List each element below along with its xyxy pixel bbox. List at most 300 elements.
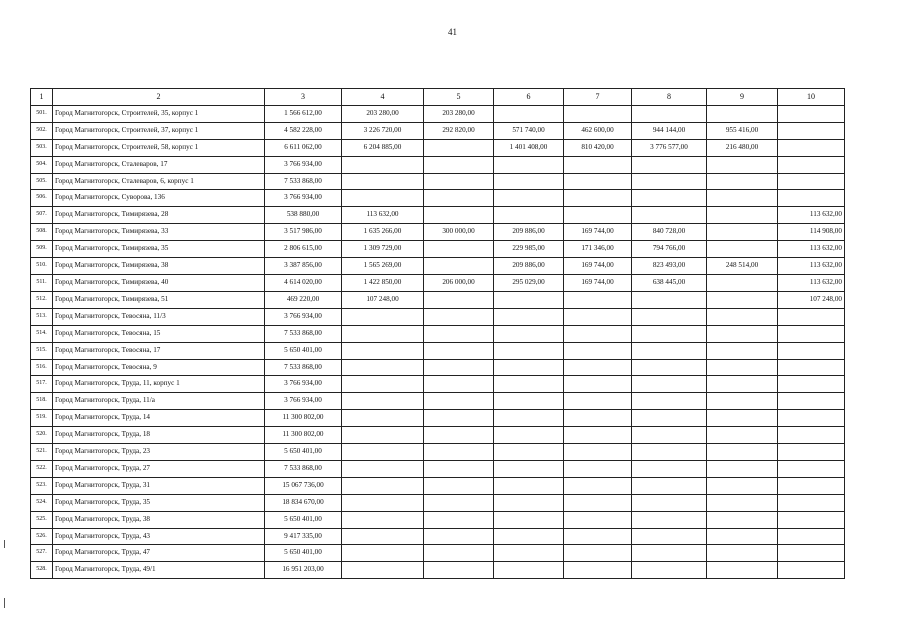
amount-cell bbox=[424, 528, 494, 545]
amount-cell: 6 611 062,00 bbox=[265, 139, 342, 156]
amount-cell bbox=[424, 207, 494, 224]
amount-cell bbox=[632, 528, 707, 545]
row-number: 526. bbox=[31, 528, 53, 545]
row-number: 511. bbox=[31, 274, 53, 291]
amount-cell bbox=[564, 460, 632, 477]
table-row bbox=[31, 528, 845, 545]
row-number: 518. bbox=[31, 393, 53, 410]
page-number: 41 bbox=[448, 27, 457, 37]
amount-cell bbox=[778, 342, 845, 359]
amount-cell bbox=[342, 477, 424, 494]
amount-cell bbox=[707, 460, 778, 477]
address-cell: Город Магнитогорск, Сталеваров, 6, корпус 1 bbox=[53, 173, 265, 190]
amount-cell: 206 000,00 bbox=[424, 274, 494, 291]
amount-cell bbox=[494, 376, 564, 393]
amount-cell bbox=[707, 562, 778, 579]
amount-cell: 113 632,00 bbox=[778, 258, 845, 275]
amount-cell bbox=[494, 427, 564, 444]
amount-cell: 638 445,00 bbox=[632, 274, 707, 291]
amount-cell bbox=[424, 342, 494, 359]
table-row bbox=[31, 224, 845, 241]
amount-cell bbox=[494, 308, 564, 325]
amount-cell: 3 766 934,00 bbox=[265, 308, 342, 325]
amount-cell bbox=[564, 562, 632, 579]
column-header: 9 bbox=[707, 89, 778, 106]
table-row bbox=[31, 460, 845, 477]
amount-cell bbox=[424, 393, 494, 410]
amount-cell: 1 566 612,00 bbox=[265, 105, 342, 122]
column-header: 1 bbox=[31, 89, 53, 106]
amount-cell bbox=[632, 494, 707, 511]
amount-cell bbox=[632, 393, 707, 410]
address-cell: Город Магнитогорск, Сталеваров, 17 bbox=[53, 156, 265, 173]
amount-cell: 1 565 269,00 bbox=[342, 258, 424, 275]
amount-cell bbox=[494, 444, 564, 461]
amount-cell bbox=[707, 359, 778, 376]
amount-cell bbox=[564, 427, 632, 444]
row-number: 527. bbox=[31, 545, 53, 562]
table-row bbox=[31, 410, 845, 427]
row-number: 508. bbox=[31, 224, 53, 241]
amount-cell bbox=[342, 410, 424, 427]
amount-cell bbox=[707, 274, 778, 291]
amount-cell: 107 248,00 bbox=[778, 291, 845, 308]
amount-cell bbox=[632, 427, 707, 444]
amount-cell bbox=[494, 190, 564, 207]
amount-cell: 944 144,00 bbox=[632, 122, 707, 139]
amount-cell bbox=[707, 511, 778, 528]
amount-cell: 3 766 934,00 bbox=[265, 156, 342, 173]
address-cell: Город Магнитогорск, Тевосяна, 11/3 bbox=[53, 308, 265, 325]
amount-cell bbox=[778, 494, 845, 511]
amount-cell bbox=[342, 494, 424, 511]
amount-cell bbox=[424, 291, 494, 308]
amount-cell bbox=[707, 105, 778, 122]
table-row bbox=[31, 393, 845, 410]
amount-cell bbox=[632, 410, 707, 427]
amount-cell: 11 300 802,00 bbox=[265, 427, 342, 444]
amount-cell bbox=[778, 376, 845, 393]
amount-cell bbox=[707, 427, 778, 444]
address-cell: Город Магнитогорск, Труда, 43 bbox=[53, 528, 265, 545]
address-cell: Город Магнитогорск, Труда, 11/а bbox=[53, 393, 265, 410]
amount-cell: 203 280,00 bbox=[424, 105, 494, 122]
amount-cell bbox=[778, 190, 845, 207]
amount-cell bbox=[424, 460, 494, 477]
row-number: 503. bbox=[31, 139, 53, 156]
address-cell: Город Магнитогорск, Тимирязева, 38 bbox=[53, 258, 265, 275]
amount-cell bbox=[494, 359, 564, 376]
column-header: 5 bbox=[424, 89, 494, 106]
amount-cell bbox=[424, 494, 494, 511]
amount-cell: 3 766 934,00 bbox=[265, 190, 342, 207]
table-row bbox=[31, 494, 845, 511]
address-cell: Город Магнитогорск, Труда, 18 bbox=[53, 427, 265, 444]
amount-cell bbox=[494, 325, 564, 342]
amount-cell bbox=[342, 376, 424, 393]
amount-cell bbox=[778, 528, 845, 545]
amount-cell bbox=[778, 173, 845, 190]
table-row bbox=[31, 274, 845, 291]
amount-cell bbox=[494, 291, 564, 308]
amount-cell bbox=[632, 325, 707, 342]
row-number: 501. bbox=[31, 105, 53, 122]
address-cell: Город Магнитогорск, Труда, 35 bbox=[53, 494, 265, 511]
amount-cell: 840 728,00 bbox=[632, 224, 707, 241]
table-row bbox=[31, 156, 845, 173]
table-row bbox=[31, 190, 845, 207]
row-number: 519. bbox=[31, 410, 53, 427]
amount-cell: 794 766,00 bbox=[632, 241, 707, 258]
amount-cell bbox=[424, 325, 494, 342]
amount-cell bbox=[424, 359, 494, 376]
amount-cell: 6 204 885,00 bbox=[342, 139, 424, 156]
row-number: 521. bbox=[31, 444, 53, 461]
amount-cell bbox=[778, 545, 845, 562]
table-header-row bbox=[31, 89, 845, 106]
amount-cell bbox=[564, 308, 632, 325]
amount-cell bbox=[424, 427, 494, 444]
amount-cell: 810 420,00 bbox=[564, 139, 632, 156]
row-number: 509. bbox=[31, 241, 53, 258]
amount-cell bbox=[707, 444, 778, 461]
amount-cell bbox=[564, 545, 632, 562]
amount-cell bbox=[632, 359, 707, 376]
amount-cell bbox=[494, 460, 564, 477]
column-header: 7 bbox=[564, 89, 632, 106]
amount-cell: 16 951 203,00 bbox=[265, 562, 342, 579]
amount-cell bbox=[632, 444, 707, 461]
amount-cell: 7 533 868,00 bbox=[265, 173, 342, 190]
amount-cell bbox=[494, 562, 564, 579]
amount-cell: 469 220,00 bbox=[265, 291, 342, 308]
amount-cell bbox=[778, 359, 845, 376]
table-row bbox=[31, 258, 845, 275]
amount-cell: 113 632,00 bbox=[778, 274, 845, 291]
row-number: 528. bbox=[31, 562, 53, 579]
row-number: 507. bbox=[31, 207, 53, 224]
address-cell: Город Магнитогорск, Труда, 38 bbox=[53, 511, 265, 528]
column-header: 10 bbox=[778, 89, 845, 106]
row-number: 525. bbox=[31, 511, 53, 528]
amount-cell bbox=[494, 511, 564, 528]
row-number: 513. bbox=[31, 308, 53, 325]
table-row bbox=[31, 241, 845, 258]
amount-cell: 462 600,00 bbox=[564, 122, 632, 139]
amount-cell: 3 776 577,00 bbox=[632, 139, 707, 156]
amount-cell: 823 493,00 bbox=[632, 258, 707, 275]
amount-cell: 3 766 934,00 bbox=[265, 393, 342, 410]
amount-cell: 3 766 934,00 bbox=[265, 376, 342, 393]
amount-cell bbox=[342, 325, 424, 342]
amount-cell: 955 416,00 bbox=[707, 122, 778, 139]
amount-cell: 169 744,00 bbox=[564, 258, 632, 275]
amount-cell bbox=[564, 325, 632, 342]
amount-cell bbox=[707, 173, 778, 190]
amount-cell: 7 533 868,00 bbox=[265, 325, 342, 342]
amount-cell bbox=[342, 342, 424, 359]
amount-cell: 3 387 856,00 bbox=[265, 258, 342, 275]
amount-cell: 107 248,00 bbox=[342, 291, 424, 308]
amount-cell: 113 632,00 bbox=[778, 207, 845, 224]
amount-cell: 1 309 729,00 bbox=[342, 241, 424, 258]
column-header: 8 bbox=[632, 89, 707, 106]
address-cell: Город Магнитогорск, Тимирязева, 40 bbox=[53, 274, 265, 291]
amount-cell bbox=[778, 393, 845, 410]
amount-cell bbox=[564, 393, 632, 410]
amount-cell bbox=[342, 308, 424, 325]
amount-cell: 113 632,00 bbox=[342, 207, 424, 224]
amount-cell: 7 533 868,00 bbox=[265, 359, 342, 376]
amount-cell bbox=[778, 139, 845, 156]
address-cell: Город Магнитогорск, Строителей, 35, корпус 1 bbox=[53, 105, 265, 122]
row-number: 515. bbox=[31, 342, 53, 359]
amount-cell bbox=[778, 427, 845, 444]
amount-cell bbox=[342, 173, 424, 190]
amount-cell bbox=[707, 308, 778, 325]
amount-cell bbox=[707, 528, 778, 545]
amount-cell bbox=[424, 139, 494, 156]
address-cell: Город Магнитогорск, Труда, 47 bbox=[53, 545, 265, 562]
amount-cell bbox=[632, 562, 707, 579]
row-number: 522. bbox=[31, 460, 53, 477]
amount-cell: 295 029,00 bbox=[494, 274, 564, 291]
amount-cell bbox=[632, 376, 707, 393]
table-row bbox=[31, 139, 845, 156]
amount-cell bbox=[707, 477, 778, 494]
amount-cell: 5 650 401,00 bbox=[265, 444, 342, 461]
table-row bbox=[31, 308, 845, 325]
amount-cell: 292 820,00 bbox=[424, 122, 494, 139]
amount-cell bbox=[778, 156, 845, 173]
address-cell: Город Магнитогорск, Тевосяна, 9 bbox=[53, 359, 265, 376]
table-row bbox=[31, 511, 845, 528]
amount-cell: 113 632,00 bbox=[778, 241, 845, 258]
column-header: 6 bbox=[494, 89, 564, 106]
amount-cell bbox=[494, 173, 564, 190]
amount-cell bbox=[564, 207, 632, 224]
amount-cell bbox=[632, 308, 707, 325]
amount-cell bbox=[564, 410, 632, 427]
table-row bbox=[31, 173, 845, 190]
amount-cell bbox=[424, 241, 494, 258]
amount-cell: 1 401 408,00 bbox=[494, 139, 564, 156]
amount-cell bbox=[424, 376, 494, 393]
amount-cell bbox=[564, 105, 632, 122]
amount-cell bbox=[494, 410, 564, 427]
amount-cell: 203 280,00 bbox=[342, 105, 424, 122]
column-header: 2 bbox=[53, 89, 265, 106]
address-cell: Город Магнитогорск, Труда, 14 bbox=[53, 410, 265, 427]
amount-cell bbox=[494, 528, 564, 545]
address-cell: Город Магнитогорск, Труда, 23 bbox=[53, 444, 265, 461]
address-cell: Город Магнитогорск, Тимирязева, 28 bbox=[53, 207, 265, 224]
amount-cell bbox=[632, 477, 707, 494]
amount-cell: 3 517 986,00 bbox=[265, 224, 342, 241]
amount-cell: 5 650 401,00 bbox=[265, 511, 342, 528]
amount-cell bbox=[632, 105, 707, 122]
amount-cell bbox=[632, 545, 707, 562]
amount-cell bbox=[424, 562, 494, 579]
row-number: 512. bbox=[31, 291, 53, 308]
amount-cell: 3 226 720,00 bbox=[342, 122, 424, 139]
amount-cell: 209 886,00 bbox=[494, 224, 564, 241]
amount-cell bbox=[342, 528, 424, 545]
amount-cell: 7 533 868,00 bbox=[265, 460, 342, 477]
amount-cell: 1 635 266,00 bbox=[342, 224, 424, 241]
address-cell: Город Магнитогорск, Тимирязева, 33 bbox=[53, 224, 265, 241]
amount-cell bbox=[632, 207, 707, 224]
amount-cell: 209 886,00 bbox=[494, 258, 564, 275]
amount-cell bbox=[707, 291, 778, 308]
amount-cell bbox=[707, 393, 778, 410]
amount-cell bbox=[564, 477, 632, 494]
row-number: 506. bbox=[31, 190, 53, 207]
address-cell: Город Магнитогорск, Труда, 27 bbox=[53, 460, 265, 477]
amount-cell: 4 614 020,00 bbox=[265, 274, 342, 291]
amount-cell bbox=[778, 511, 845, 528]
amount-cell: 229 985,00 bbox=[494, 241, 564, 258]
amount-cell bbox=[342, 460, 424, 477]
amount-cell bbox=[424, 511, 494, 528]
amount-cell bbox=[564, 444, 632, 461]
address-cell: Город Магнитогорск, Труда, 31 bbox=[53, 477, 265, 494]
row-number: 504. bbox=[31, 156, 53, 173]
amount-cell: 11 300 802,00 bbox=[265, 410, 342, 427]
amount-cell: 4 582 228,00 bbox=[265, 122, 342, 139]
amount-cell bbox=[707, 376, 778, 393]
address-cell: Город Магнитогорск, Труда, 49/1 bbox=[53, 562, 265, 579]
amount-cell bbox=[494, 156, 564, 173]
address-cell: Город Магнитогорск, Строителей, 58, корпус 1 bbox=[53, 139, 265, 156]
amount-cell bbox=[424, 173, 494, 190]
table-row bbox=[31, 444, 845, 461]
amount-cell bbox=[778, 105, 845, 122]
amount-cell: 248 514,00 bbox=[707, 258, 778, 275]
amount-cell bbox=[564, 190, 632, 207]
amount-cell: 216 480,00 bbox=[707, 139, 778, 156]
table-row bbox=[31, 122, 845, 139]
table-row bbox=[31, 342, 845, 359]
amount-cell bbox=[632, 460, 707, 477]
amount-cell bbox=[778, 562, 845, 579]
amount-cell bbox=[778, 460, 845, 477]
amount-cell bbox=[707, 494, 778, 511]
amount-cell bbox=[707, 241, 778, 258]
address-cell: Город Магнитогорск, Труда, 11, корпус 1 bbox=[53, 376, 265, 393]
address-cell: Город Магнитогорск, Тевосяна, 17 bbox=[53, 342, 265, 359]
amount-cell bbox=[564, 359, 632, 376]
row-number: 505. bbox=[31, 173, 53, 190]
amount-cell: 571 740,00 bbox=[494, 122, 564, 139]
amount-cell: 18 834 670,00 bbox=[265, 494, 342, 511]
amount-cell bbox=[707, 224, 778, 241]
address-cell: Город Магнитогорск, Суворова, 136 bbox=[53, 190, 265, 207]
amount-cell bbox=[342, 444, 424, 461]
amount-cell: 171 346,00 bbox=[564, 241, 632, 258]
amount-cell bbox=[564, 494, 632, 511]
amount-cell bbox=[494, 105, 564, 122]
amount-cell bbox=[707, 410, 778, 427]
row-number: 516. bbox=[31, 359, 53, 376]
amount-cell bbox=[342, 156, 424, 173]
amount-cell bbox=[494, 207, 564, 224]
row-number: 517. bbox=[31, 376, 53, 393]
amount-cell bbox=[424, 545, 494, 562]
amount-cell bbox=[424, 410, 494, 427]
amount-cell: 169 744,00 bbox=[564, 224, 632, 241]
amount-cell bbox=[707, 325, 778, 342]
amount-cell bbox=[342, 545, 424, 562]
amount-cell bbox=[564, 173, 632, 190]
amount-cell bbox=[778, 122, 845, 139]
amount-cell: 300 000,00 bbox=[424, 224, 494, 241]
amount-cell bbox=[778, 444, 845, 461]
amount-cell bbox=[424, 308, 494, 325]
amount-cell bbox=[424, 477, 494, 494]
amount-cell bbox=[342, 393, 424, 410]
amount-cell: 5 650 401,00 bbox=[265, 342, 342, 359]
amount-cell bbox=[564, 156, 632, 173]
column-header: 4 bbox=[342, 89, 424, 106]
table-row bbox=[31, 427, 845, 444]
amount-cell bbox=[342, 562, 424, 579]
amount-cell: 538 880,00 bbox=[265, 207, 342, 224]
amount-cell: 114 908,00 bbox=[778, 224, 845, 241]
amount-cell bbox=[778, 308, 845, 325]
table-row bbox=[31, 376, 845, 393]
amount-cell bbox=[632, 173, 707, 190]
amount-cell bbox=[632, 342, 707, 359]
row-number: 523. bbox=[31, 477, 53, 494]
amount-cell: 169 744,00 bbox=[564, 274, 632, 291]
amount-cell bbox=[707, 156, 778, 173]
row-number: 514. bbox=[31, 325, 53, 342]
table-row bbox=[31, 477, 845, 494]
table-row bbox=[31, 545, 845, 562]
amount-cell bbox=[342, 427, 424, 444]
table-row bbox=[31, 105, 845, 122]
table-row bbox=[31, 359, 845, 376]
amount-cell bbox=[494, 494, 564, 511]
amount-cell bbox=[632, 156, 707, 173]
amount-cell: 9 417 335,00 bbox=[265, 528, 342, 545]
table-row bbox=[31, 562, 845, 579]
amount-cell bbox=[707, 190, 778, 207]
row-number: 520. bbox=[31, 427, 53, 444]
row-number: 510. bbox=[31, 258, 53, 275]
amount-cell: 5 650 401,00 bbox=[265, 545, 342, 562]
amount-cell bbox=[564, 511, 632, 528]
address-cell: Город Магнитогорск, Тевосяна, 15 bbox=[53, 325, 265, 342]
amount-cell bbox=[632, 190, 707, 207]
address-cell: Город Магнитогорск, Тимирязева, 35 bbox=[53, 241, 265, 258]
amount-cell bbox=[778, 477, 845, 494]
amount-cell bbox=[424, 156, 494, 173]
amount-cell bbox=[342, 359, 424, 376]
amount-cell bbox=[564, 342, 632, 359]
amount-cell bbox=[342, 511, 424, 528]
amount-cell bbox=[342, 190, 424, 207]
amount-cell bbox=[778, 410, 845, 427]
amount-cell bbox=[494, 545, 564, 562]
amount-cell bbox=[564, 376, 632, 393]
amount-cell bbox=[707, 545, 778, 562]
data-table bbox=[30, 88, 845, 579]
amount-cell: 15 067 736,00 bbox=[265, 477, 342, 494]
amount-cell bbox=[778, 325, 845, 342]
amount-cell bbox=[494, 393, 564, 410]
